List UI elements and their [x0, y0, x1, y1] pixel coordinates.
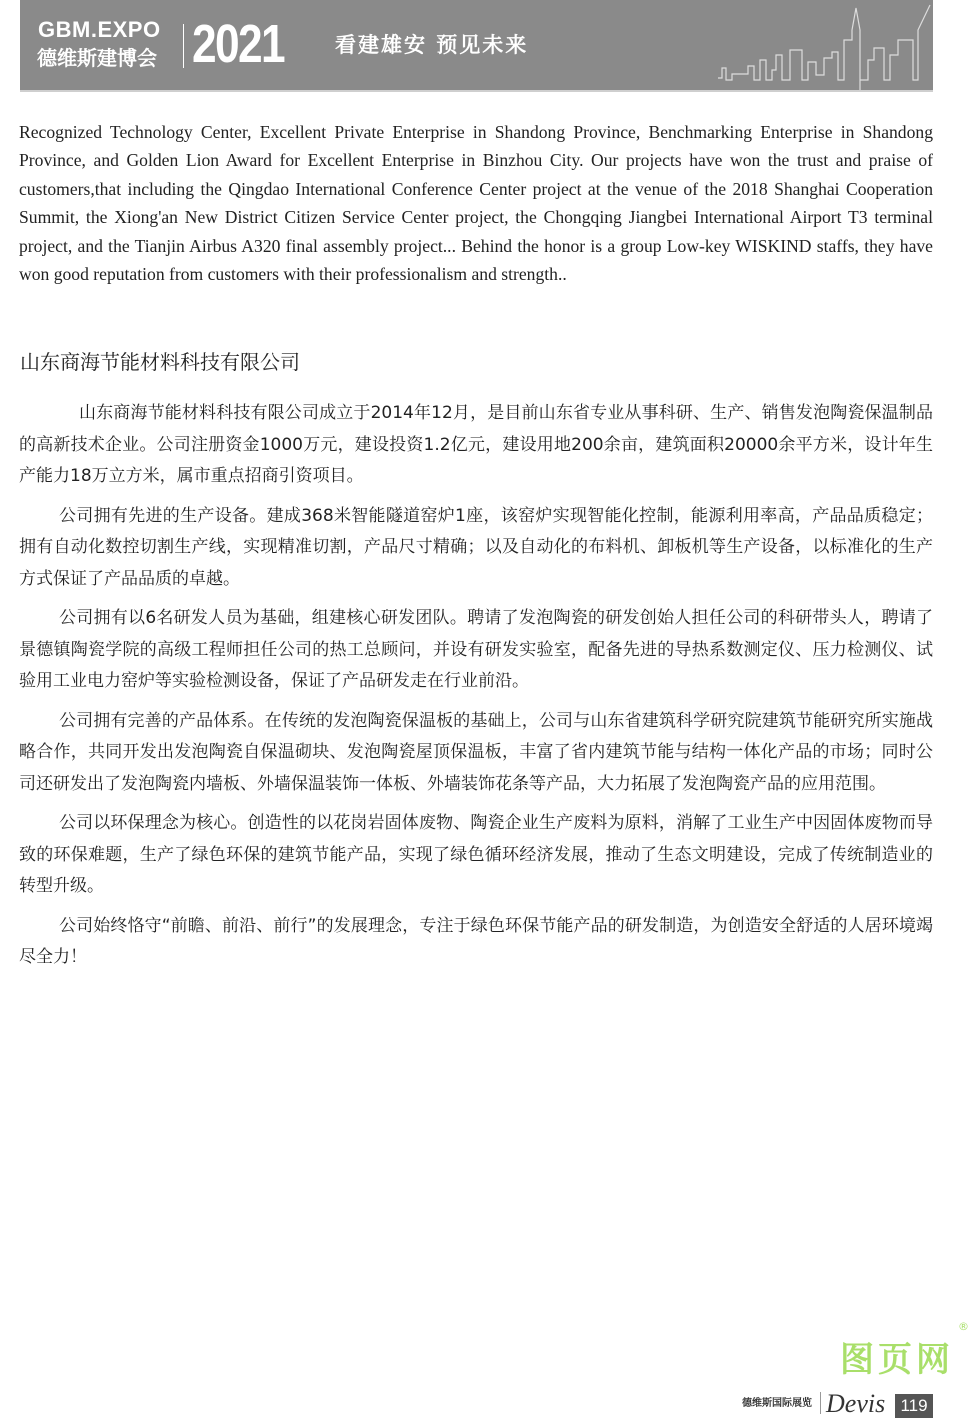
paragraph-products: 公司拥有完善的产品体系。在传统的发泡陶瓷保温板的基础上，公司与山东省建筑科学研究院建筑节能研究所实施战略合作，共同开发出发泡陶瓷自保温砌块、发泡陶瓷屋顶保温板，丰富了省内建筑节能与结构一体化产品的市场；同时公司还研发出了发泡陶瓷内墙板、外墙保温装饰一体板、外墙装饰花条等产品，大力拓展了发泡陶瓷产品的应用范围。	[19, 710, 933, 794]
paragraph-rnd: 公司拥有以6名研发人员为基础，组建核心研发团队。聘请了发泡陶瓷的研发创始人担任公司的科研带头人，聘请了景德镇陶瓷学院的高级工程师担任公司的热工总顾问，并设有研发实验室，配备先进的导热系数测定仪、压力检测仪、试验用工业电力窑炉等实验检测设备，保证了产品研发走在行业前沿。	[19, 608, 933, 692]
page-header-banner	[20, 0, 933, 92]
footer-label: 德维斯国际展览	[742, 1398, 812, 1409]
paragraph-environment: 公司以环保理念为核心。创造性的以花岗岩固体废物、陶瓷企业生产废料为原料，消解了工业生产中因固体废物而导致的环保难题，生产了绿色环保的建筑节能产品，实现了绿色循环经济发展，推动了生态文明建设，完成了传统制造业的转型升级。	[19, 813, 933, 897]
registered-mark: ®	[958, 1320, 969, 1333]
logo-divider	[183, 24, 184, 68]
paragraph-philosophy: 公司始终恪守“前瞻、前沿、前行”的发展理念，专注于绿色环保节能产品的研发制造，为创造安全舒适的人居环境竭尽全力！	[19, 915, 933, 968]
paragraph-intro: 山东商海节能材料科技有限公司成立于2014年12月，是目前山东省专业从事科研、生产、销售发泡陶瓷保温制品的高新技术企业。公司注册资金1000万元，建设投资1.2亿元，建设用地200余亩，建筑面积20000余平方米，设计年生产能力18万立方米，属市重点招商引资项目。	[19, 403, 933, 487]
page-number: 119	[895, 1394, 933, 1418]
logo-cn: 德维斯建博会	[37, 46, 157, 70]
footer-divider	[820, 1392, 821, 1414]
logo-year: 2021	[192, 14, 284, 74]
brand-logo: Devis	[826, 1389, 886, 1418]
company-title: 山东商海节能材料科技有限公司	[20, 350, 300, 375]
english-paragraph: Recognized Technology Center, Excellent Private Enterprise in Shandong Province, Benchmarking Enterprise in Shandong Province, and Golden Lion Award for Excellent Enterprise in Binzhou City. Our projects have won the trust and praise of customers,that including the Qingdao International Conference Center project at the venue of the 2018 Shanghai Cooperation Summit, the Xiong'an New District Citizen Service Center project, the Chongqing Jiangbei International Airport T3 terminal project, and the Tianjin Airbus A320 final assembly project... Behind the honor is a group Low-key WISKIND staffs, they have won good reputation from customers with their professionalism and strength..	[19, 122, 933, 285]
skyline-icon	[718, 0, 933, 90]
watermark: 图页网	[840, 1340, 954, 1380]
header-slogan: 看建雄安 预见未来	[335, 33, 529, 57]
article-body	[19, 118, 933, 982]
paragraph-equipment: 公司拥有先进的生产设备。建成368米智能隧道窑炉1座，该窑炉实现智能化控制，能源利用率高，产品品质稳定；拥有自动化数控切割生产线，实现精准切割，产品尺寸精确；以及自动化的布料机、卸板机等生产设备，以标准化的生产方式保证了产品品质的卓越。	[19, 505, 933, 589]
logo-en: GBM.EXPO	[38, 17, 161, 42]
